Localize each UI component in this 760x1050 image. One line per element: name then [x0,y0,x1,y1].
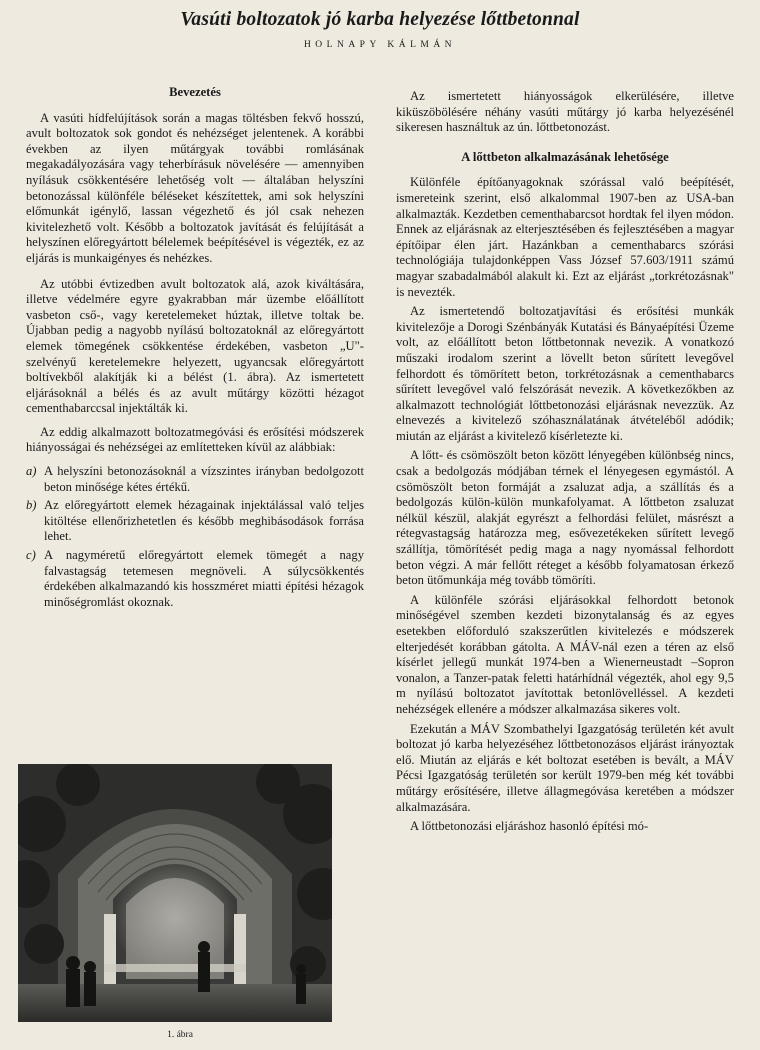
paragraph: A különféle szórási eljárásokkal felhordott betonok minőségével szemben kezdeti bizonytalanság és az egyes esetekben előforduló szakszerűtlen kivitelezés e módszerek elterjedését korábban gátolta. A MÁV-nál ezen a téren az első kísérlet jellegű munkát 1974-ben a Wienerneustadt –Sopron vonalon, a Tanzer-patak feletti határhídnál végezték, ahol egy 9,5 m nyílású boltozatot javítottak betonlövelléssel. A kezdeti nehézségek ellenére a módszer alkalmazása sikeres volt. [396,592,734,716]
paragraph: Ezekután a MÁV Szombathelyi Igazgatóság területén két avult boltozat jó karba helyezéséhez lőttbetonozásos eljárást irányoztak elő. Miután az eljárás e két boltozat esetében is bevált, a MÁV Pécsi Igazgatóság területén sor került 1979-ben még két további műtárgy erősítésére, illetve állagmegóvása keretében a módszer alkalmazására. [396,721,734,814]
paragraph: Az ismertetendő boltozatjavítási és erősítési munkák kivitelezője a Dorogi Szénbányák Kutatási és Bányaépítési Üzeme volt, az előállított beton lőttbetonnak nevezik. A vonatkozó műszaki irodalom szerint a lövellt beton sűrített levegővel felhordott és tömörített beton, torkrétozásnak a cementhabarcs sűrített levegővel való felszórását nevezik. A következőkben az alkalmazott technológiát lőttbetonozási eljárásnak nevezzük. Az elnevezés a kivitelező szóhasználatának átvételéből adódik; miután az eljárást a kivitelező kísérletezte ki. [396,304,734,443]
tunnel-photo-illustration [18,764,332,1022]
article-title: Vasúti boltozatok jó karba helyezése lőttbetonnal [180,9,580,30]
list-item-c [26,548,364,610]
list-item-a [26,464,364,495]
section-heading-shotcrete: A lőttbeton alkalmazásának lehetősége [461,149,669,164]
list-text: A helyszíni betonozásoknál a vízszintes irányban bedolgozott beton minősége kétes értékű. [44,464,364,494]
paragraph: Az ismertetett hiányosságok elkerülésére, illetve kiküszöbölésére néhány vasúti műtárgy jó karba helyezésénél sikeresen használtuk az ún. lőttbetonozást. [396,89,734,135]
list-text: A nagyméretű előregyártott elemek tömegét a nagy falvastagság tetemesen megnöveli. A súlycsökkentés érdekében alkalmazandó kis hosszméret miatti építési hézagok minőségromlást okoznak. [44,548,364,609]
list-item-b [26,498,364,545]
list-marker: a) [26,464,37,479]
paragraph: A vasúti hídfelújítások során a magas töltésben fekvő hosszú, avult boltozatok sok gondot és nehézséget jelentenek. A korábbi években az ilyen műtárgyak további romlásának megakadályozására vagy teherbírásuk növelésére — amennyiben nyílásuk csökkentésére lehetőség volt — általában helyszíni betonozással különféle béléseket készítettek, ami sok helyszíni előmunkát igénylő, lassan végezhető és jól csak nehezen kivitelezhető volt. Később a boltozatok javítását és felújítását a helyszínen előregyártott bélelemek beépítésével is végezték, ez az eljárás is munkaigényes és nehézkes. [26,110,364,265]
left-column [26,85,364,613]
article-author: HOLNAPY KÁLMÁN [303,40,457,50]
paragraph: A lőtt- és csömöszölt beton között lényegében különbség nincs, csak a bedolgozás módjában térnek el lényegesen egymástól. A csömöszölt beton formáját a zsaluzat adja, a szállítás és a bedolgozás külön-külön munkafolyamat. A lőttbeton zsaluzat nélkül készül, alakját egyrészt a felhordási felület, másrészt a rétegvastagság határozza meg, esővezetékeken sűrített levegő szállítja, tömörítését pedig maga a nagy nyomással felhordott beton végzi. A már fellőtt réteget a később folyamatosan érkező beton ütőmunkája még tovább tömöríti. [396,448,734,588]
paragraph: Az eddig alkalmazott boltozatmegóvási és erősítési módszerek hiányosságai és nehézségei az említetteken kívül az alábbiak: [26,424,364,455]
section-heading-introduction: Bevezetés [169,85,221,99]
list-marker: c) [26,548,36,563]
right-column [396,89,734,839]
figure-caption: 1. ábra [167,1030,193,1040]
paragraph: Különféle építőanyagoknak szórással való beépítését, ismereteink szerint, első alkalommal 1907-ben az USA-ban alkalmazták. Kezdetben cementhabarcsot hordtak fel ilyen módon. Ennek az eljárásnak az elterjesztésében és fejlesztésében a magyar építőipar élen járt. Hazánkban a cementhabarcs szórási technológiája tulajdonképpen Vass József 57.603/1911 számú magyar szabadalmából alakult ki. Ezt az eljárást „torkrétozásnak" is nevezték. [396,175,734,299]
figure-1-photo [18,764,332,1022]
list-marker: b) [26,498,37,513]
paragraph: A lőttbetonozási eljáráshoz hasonló építési mó- [410,819,649,834]
list-text: Az előregyártott elemek hézagainak injektálással való teljes kitöltése ellenőrizhetetlen és később meghibásodások forrása lehet. [44,498,364,544]
paragraph: Az utóbbi évtizedben avult boltozatok alá, azok kiváltására, illetve védelmére egyre gyakrabban már üzembe előállított vasbeton cső-, vagy keretelemeket húztak, illetve toltak be. Újabban pedig a nagyobb nyílású boltozatoknál az előregyártott elemek tömegének csökkentése érdekében, vasbeton „U"-szelvényű keretelemekre helyezett, ugyancsak előregyártott boltívekből alakítják ki a bélést (1. ábra). Az ismertetett eljárásoknál a bélés és az avult műtárgy közötti hézagot cementhabarccsal injektálták ki. [26,276,364,416]
